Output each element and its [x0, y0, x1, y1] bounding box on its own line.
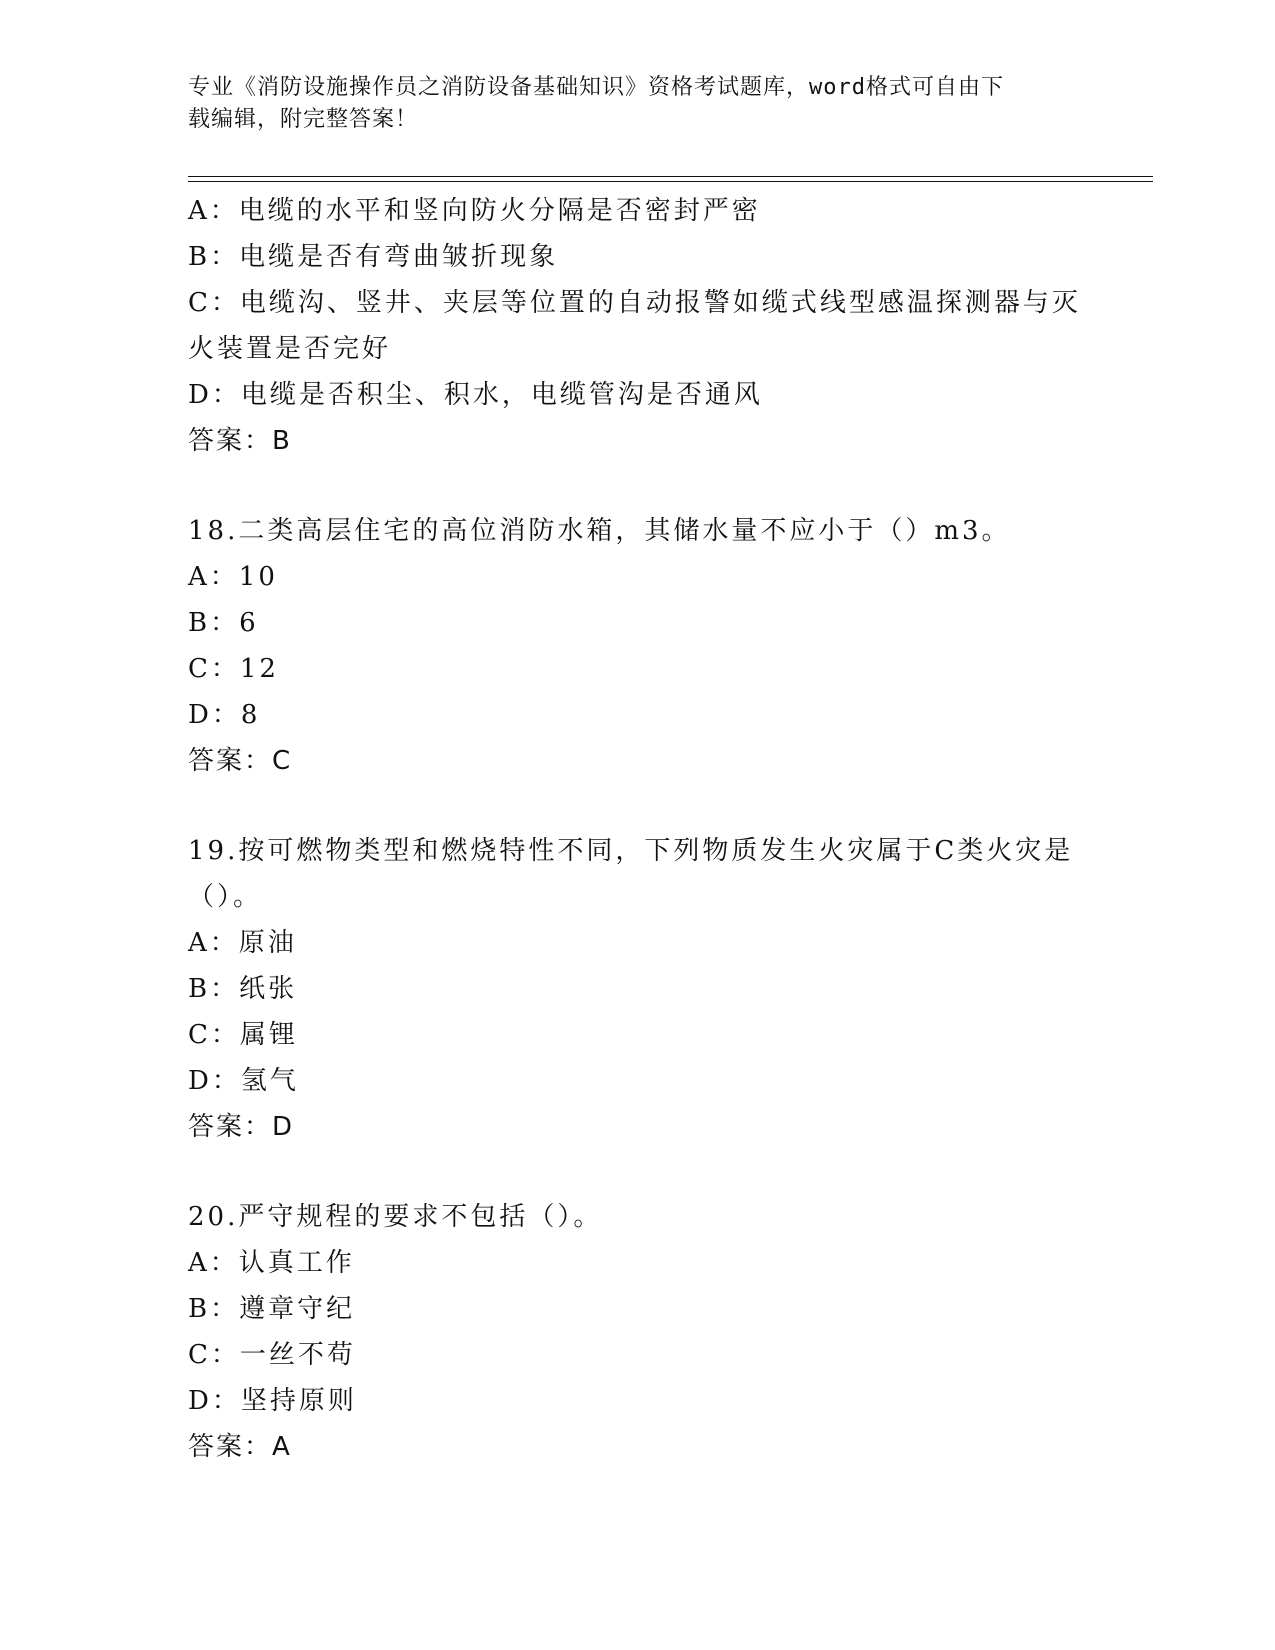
option-b: B：6	[188, 608, 259, 638]
option-a: A：认真工作	[188, 1248, 355, 1278]
spacer	[188, 1150, 1088, 1194]
option-b: B：电缆是否有弯曲皱折现象	[188, 242, 559, 272]
spacer	[188, 784, 1088, 828]
header-line-1: 专业《消防设施操作员之消防设备基础知识》资格考试题库，word格式可自由下	[188, 75, 1004, 100]
question-text-continued: （）。	[188, 882, 263, 912]
document-header	[188, 72, 1088, 136]
option-d: D：电缆是否积尘、积水，电缆管沟是否通风	[188, 380, 763, 410]
option-b: B：遵章守纪	[188, 1294, 356, 1324]
spacer	[188, 464, 1088, 508]
option-c: C：属锂	[188, 1020, 298, 1050]
question-text: 18.二类高层住宅的高位消防水箱，其储水量不应小于（）m3。	[188, 516, 1011, 546]
answer: 答案：A	[188, 1432, 292, 1462]
header-divider-bottom	[188, 181, 1153, 182]
option-a: A：电缆的水平和竖向防火分隔是否密封严密	[188, 196, 761, 226]
question-19	[188, 828, 1088, 1150]
answer: 答案：D	[188, 1112, 295, 1142]
question-text: 19.按可燃物类型和燃烧特性不同，下列物质发生火灾属于C类火灾是	[188, 836, 1074, 866]
option-c-continued: 火装置是否完好	[188, 334, 392, 364]
header-line-2: 载编辑，附完整答案！	[188, 107, 419, 132]
answer: 答案：C	[188, 746, 293, 776]
option-c: C：一丝不苟	[188, 1340, 356, 1370]
option-a: A：原油	[188, 928, 297, 958]
option-a: A：10	[188, 562, 278, 592]
question-list	[188, 188, 1088, 1470]
answer: 答案：B	[188, 426, 292, 456]
header-divider-top	[188, 176, 1153, 177]
question-17	[188, 188, 1088, 464]
question-20	[188, 1194, 1088, 1470]
option-d: D：8	[188, 700, 261, 730]
question-text: 20.严守规程的要求不包括（）。	[188, 1202, 603, 1232]
option-d: D：氢气	[188, 1066, 299, 1096]
option-c: C：12	[188, 654, 279, 684]
question-18	[188, 508, 1088, 784]
option-c: C：电缆沟、竖井、夹层等位置的自动报警如缆式线型感温探测器与灭	[188, 288, 1081, 318]
option-d: D：坚持原则	[188, 1386, 357, 1416]
option-b: B：纸张	[188, 974, 298, 1004]
